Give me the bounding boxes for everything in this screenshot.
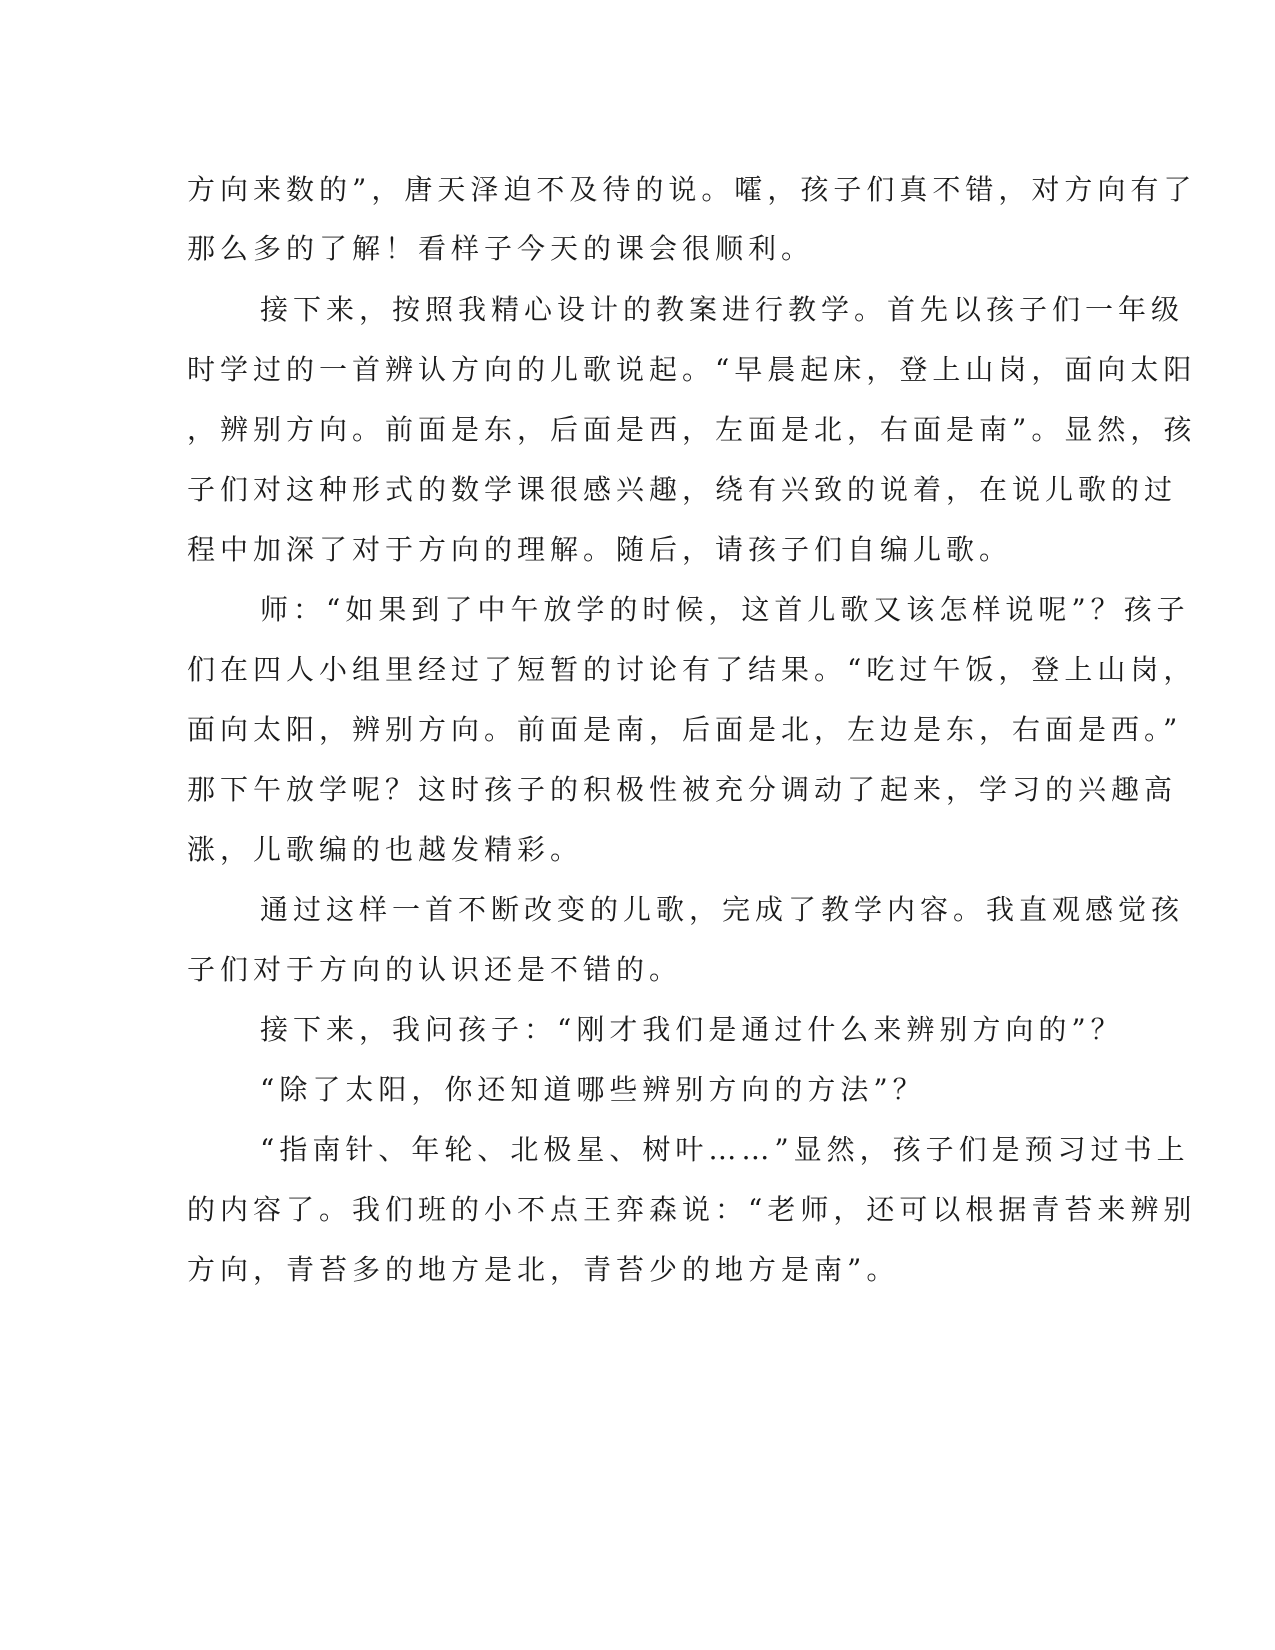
- text-line: 面向太阳，辨别方向。前面是南，后面是北，左边是东，右面是西。”: [187, 713, 1183, 746]
- text-line: 那下午放学呢？这时孩子的积极性被充分调动了起来，学习的兴趣高: [187, 773, 1178, 806]
- text-line: 方向，青苔多的地方是北，青苔少的地方是南”。: [187, 1253, 900, 1286]
- text-line: 那么多的了解！看样子今天的课会很顺利。: [187, 232, 815, 265]
- text-line: 的内容了。我们班的小不点王弈森说：“老师，还可以根据青苔来辨别: [187, 1193, 1197, 1226]
- text-line: “指南针、年轮、北极星、树叶……”显然，孩子们是预习过书上: [260, 1133, 1190, 1166]
- text-line: 子们对于方向的认识还是不错的。: [187, 953, 683, 986]
- text-line: 们在四人小组里经过了短暂的讨论有了结果。“吃过午饭，登上山岗，: [187, 653, 1197, 686]
- text-line: 时学过的一首辨认方向的儿歌说起。“早晨起床，登上山岗，面向太阳: [187, 353, 1197, 386]
- text-line: 程中加深了对于方向的理解。随后，请孩子们自编儿歌。: [187, 533, 1013, 566]
- text-line: 通过这样一首不断改变的儿歌，完成了教学内容。我直观感觉孩: [260, 893, 1185, 926]
- text-line: 接下来，我问孩子：“刚才我们是通过什么来辨别方向的”？: [260, 1013, 1124, 1046]
- text-line: 涨，儿歌编的也越发精彩。: [187, 833, 584, 866]
- text-line: 方向来数的”，唐天泽迫不及待的说。嚯，孩子们真不错，对方向有了: [187, 173, 1197, 206]
- text-line: 子们对这种形式的数学课很感兴趣，绕有兴致的说着，在说儿歌的过: [187, 473, 1178, 506]
- text-line: 师：“如果到了中午放学的时候，这首儿歌又该怎样说呢”？孩子: [260, 593, 1190, 626]
- text-line: ，辨别方向。前面是东，后面是西，左面是北，右面是南”。显然，孩: [187, 413, 1197, 446]
- text-line: 接下来，按照我精心设计的教案进行教学。首先以孩子们一年级: [260, 293, 1185, 326]
- text-line: “除了太阳，你还知道哪些辨别方向的方法”？: [260, 1073, 926, 1106]
